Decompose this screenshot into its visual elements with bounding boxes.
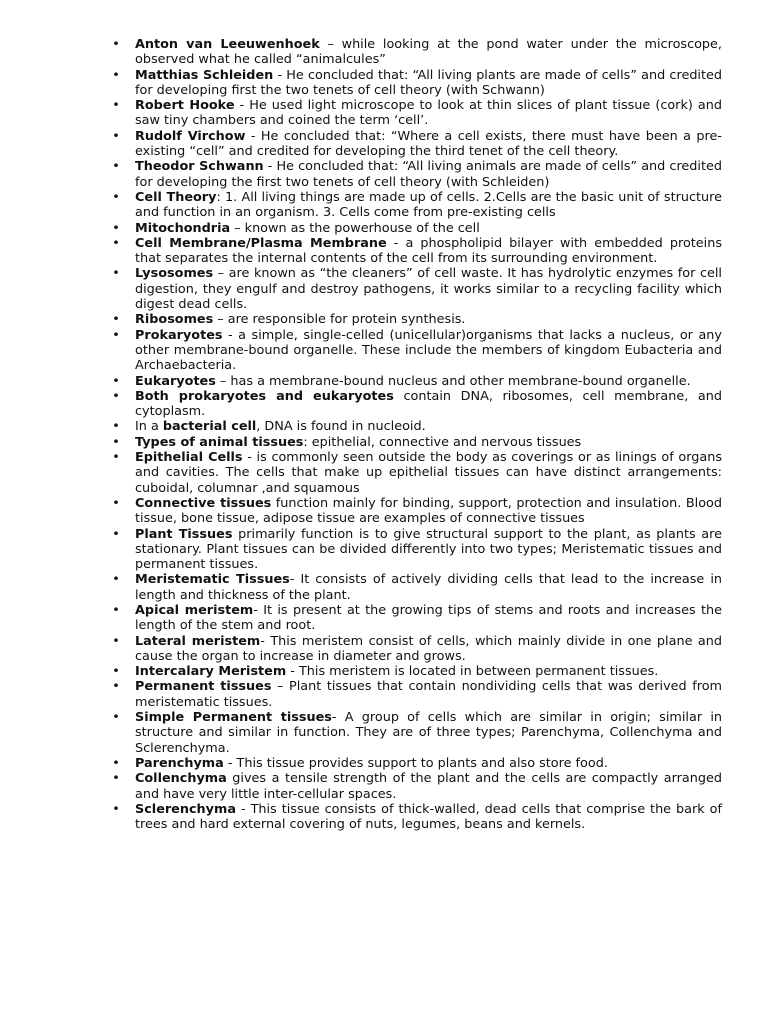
list-item — [112, 374, 722, 389]
item-description: - He used light microscope to look at thin slices of plant tissue (cork) and saw tiny chambers and coined the term ‘cell’. — [135, 98, 722, 129]
item-term: Types of animal tissues — [135, 434, 304, 450]
item-description: - A group of cells which are similar in origin; similar in structure and similar in function. They are of three types; Parenchyma, Collenchyma and Sclerenchyma. — [135, 710, 722, 756]
item-term: bacterial cell — [162, 419, 257, 435]
list-item — [112, 68, 722, 99]
item-term: Parenchyma — [135, 755, 224, 771]
bullet-icon: • — [112, 710, 120, 726]
bullet-icon: • — [112, 98, 120, 114]
item-description: gives a tensile strength of the plant and the cells are compactly arranged and have very little inter-cellular spaces. — [135, 771, 722, 802]
bullet-icon: • — [112, 419, 120, 435]
list-item — [112, 634, 722, 665]
bullet-icon: • — [112, 434, 120, 450]
item-description: - This meristem consist of cells, which mainly divide in one plane and cause the organ to increase in diameter and grows. — [135, 633, 722, 664]
bullet-icon: • — [112, 801, 120, 817]
bullet-icon: • — [112, 526, 120, 542]
bullet-icon: • — [112, 312, 120, 328]
bullet-icon: • — [112, 755, 120, 771]
item-description: : 1. All living things are made up of cells. 2.Cells are the basic unit of structure and function in an organism. 3. Cells come from pre-existing cells — [135, 189, 722, 221]
bullet-icon: • — [112, 128, 120, 144]
list-item — [112, 435, 722, 450]
item-term: Sclerenchyma — [135, 801, 236, 817]
item-term: Connective tissues — [135, 495, 272, 511]
list-item — [112, 328, 722, 374]
item-description: - He concluded that: “Where a cell exists, there must have been a pre-existing “cell” and credited for developing the third tenet of the cell theory. — [135, 128, 723, 160]
item-description: primarily function is to give structural support to the plant, as plants are stationary. Plant tissues can be divided differently into two types; Meristematic tissues and permanent tissues. — [135, 526, 722, 573]
item-term: Matthias Schleiden — [135, 67, 274, 83]
item-term: Epithelial Cells — [135, 450, 243, 466]
bullet-icon: • — [112, 450, 120, 466]
item-description: - This meristem is located in between permanent tissues. — [286, 664, 659, 680]
item-term: Cell Membrane/Plasma Membrane — [135, 235, 387, 251]
bullet-icon: • — [112, 266, 120, 282]
list-item — [112, 159, 722, 190]
item-description: contain DNA, ribosomes, cell membrane, and cytoplasm. — [135, 388, 722, 420]
item-term: Eukaryotes — [135, 373, 216, 389]
item-description: – are known as “the cleaners” of cell waste. It has hydrolytic enzymes for cell digestion, they engulf and destroy pathogens, it works similar to a recycling facility which digest dead cells. — [135, 266, 722, 313]
item-term: Lysosomes — [135, 266, 214, 282]
bullet-icon: • — [112, 37, 120, 52]
item-description: - This tissue consists of thick-walled, dead cells that comprise the bark of trees and hard external covering of nuts, legumes, beans and kernels. — [135, 801, 722, 833]
item-description: - He concluded that: “All living animals are made of cells” and credited for developing the first two tenets of cell theory (with Schleiden) — [135, 159, 722, 190]
item-lead-text: In a — [135, 419, 163, 435]
list-item — [112, 312, 722, 327]
item-term: Rudolf Virchow — [135, 128, 246, 144]
bullet-icon: • — [112, 327, 120, 343]
item-term: Permanent tissues — [135, 679, 272, 695]
list-item — [112, 710, 722, 756]
list-item — [112, 389, 722, 420]
list-item — [112, 419, 722, 434]
bullet-icon: • — [112, 771, 120, 787]
list-item — [112, 756, 722, 771]
bullet-icon: • — [112, 373, 120, 389]
list-item — [112, 603, 722, 634]
item-description: function mainly for binding, support, protection and insulation. Blood tissue, bone tissue, adipose tissue are examples of connective tissues — [135, 495, 722, 527]
item-description: – has a membrane-bound nucleus and other membrane-bound organelle. — [215, 373, 691, 389]
item-description: - a phospholipid bilayer with embedded proteins that separates the internal contents of the cell from its surrounding environment. — [135, 235, 722, 267]
list-item — [112, 802, 722, 833]
item-term: Intercalary Meristem — [135, 664, 287, 680]
item-description: - This tissue provides support to plants and also store food. — [223, 755, 608, 771]
item-description: - is commonly seen outside the body as coverings or as linings of organs and cavities. The cells that make up epithelial tissues can have distinct arrangements: cuboidal, columnar ,and squamous — [135, 450, 722, 496]
bullet-icon: • — [112, 67, 120, 83]
bullet-icon: • — [112, 633, 120, 649]
item-term: Apical meristem — [135, 602, 254, 618]
bullet-icon: • — [112, 235, 120, 251]
item-description: - It is present at the growing tips of stems and roots and increases the length of the stem and root. — [135, 602, 722, 634]
list-item — [112, 129, 722, 160]
item-description: , DNA is found in nucleoid. — [256, 419, 426, 435]
list-item — [112, 572, 722, 603]
list-item — [112, 236, 722, 267]
bullet-icon: • — [112, 220, 120, 236]
item-term: Both prokaryotes and eukaryotes — [135, 388, 394, 404]
list-item — [112, 190, 722, 221]
list-item — [112, 679, 722, 710]
item-term: Anton van Leeuwenhoek — [135, 37, 320, 52]
item-term: Mitochondria — [135, 220, 231, 236]
item-term: Robert Hooke — [135, 98, 235, 114]
item-term: Plant Tissues — [135, 526, 233, 542]
item-term: Lateral meristem — [135, 633, 261, 649]
list-item — [112, 496, 722, 527]
list-item — [112, 98, 722, 129]
bullet-icon: • — [112, 664, 120, 680]
bullet-icon: • — [112, 159, 120, 175]
notes-list — [112, 37, 722, 832]
bullet-icon: • — [112, 189, 120, 205]
list-item — [112, 450, 722, 496]
bullet-icon: • — [112, 388, 120, 404]
item-description: - He concluded that: “All living plants are made of cells” and credited for developing first the two tenets of cell theory (with Schwann) — [135, 67, 723, 98]
item-description: – Plant tissues that contain nondividing cells that was derived from meristematic tissues. — [135, 679, 722, 710]
list-item — [112, 37, 722, 68]
item-description: - It consists of actively dividing cells that lead to the increase in length and thickness of the plant. — [135, 572, 722, 603]
bullet-icon: • — [112, 602, 120, 618]
item-description: – are responsible for protein synthesis. — [213, 312, 466, 328]
item-description: – known as the powerhouse of the cell — [230, 220, 480, 236]
item-term: Ribosomes — [135, 312, 214, 328]
item-term: Theodor Schwann — [135, 159, 264, 175]
list-item — [112, 221, 722, 236]
list-item — [112, 664, 722, 679]
item-description: : epithelial, connective and nervous tissues — [303, 434, 582, 450]
list-item — [112, 527, 722, 573]
item-term: Simple Permanent tissues — [135, 710, 332, 726]
item-term: Collenchyma — [135, 771, 227, 787]
item-term: Cell Theory — [135, 189, 217, 205]
list-item — [112, 266, 722, 312]
bullet-icon: • — [112, 572, 120, 588]
list-item — [112, 771, 722, 802]
item-description: – while looking at the pond water under the microscope, observed what he called “animalcules” — [135, 37, 723, 68]
item-description: - a simple, single-celled (unicellular)organisms that lacks a nucleus, or any other membrane-bound organelle. These include the members of kingdom Eubacteria and Archaebacteria. — [135, 327, 722, 374]
bullet-icon: • — [112, 679, 120, 695]
bullet-icon: • — [112, 495, 120, 511]
item-term: Meristematic Tissues — [135, 572, 290, 588]
item-term: Prokaryotes — [135, 327, 223, 343]
